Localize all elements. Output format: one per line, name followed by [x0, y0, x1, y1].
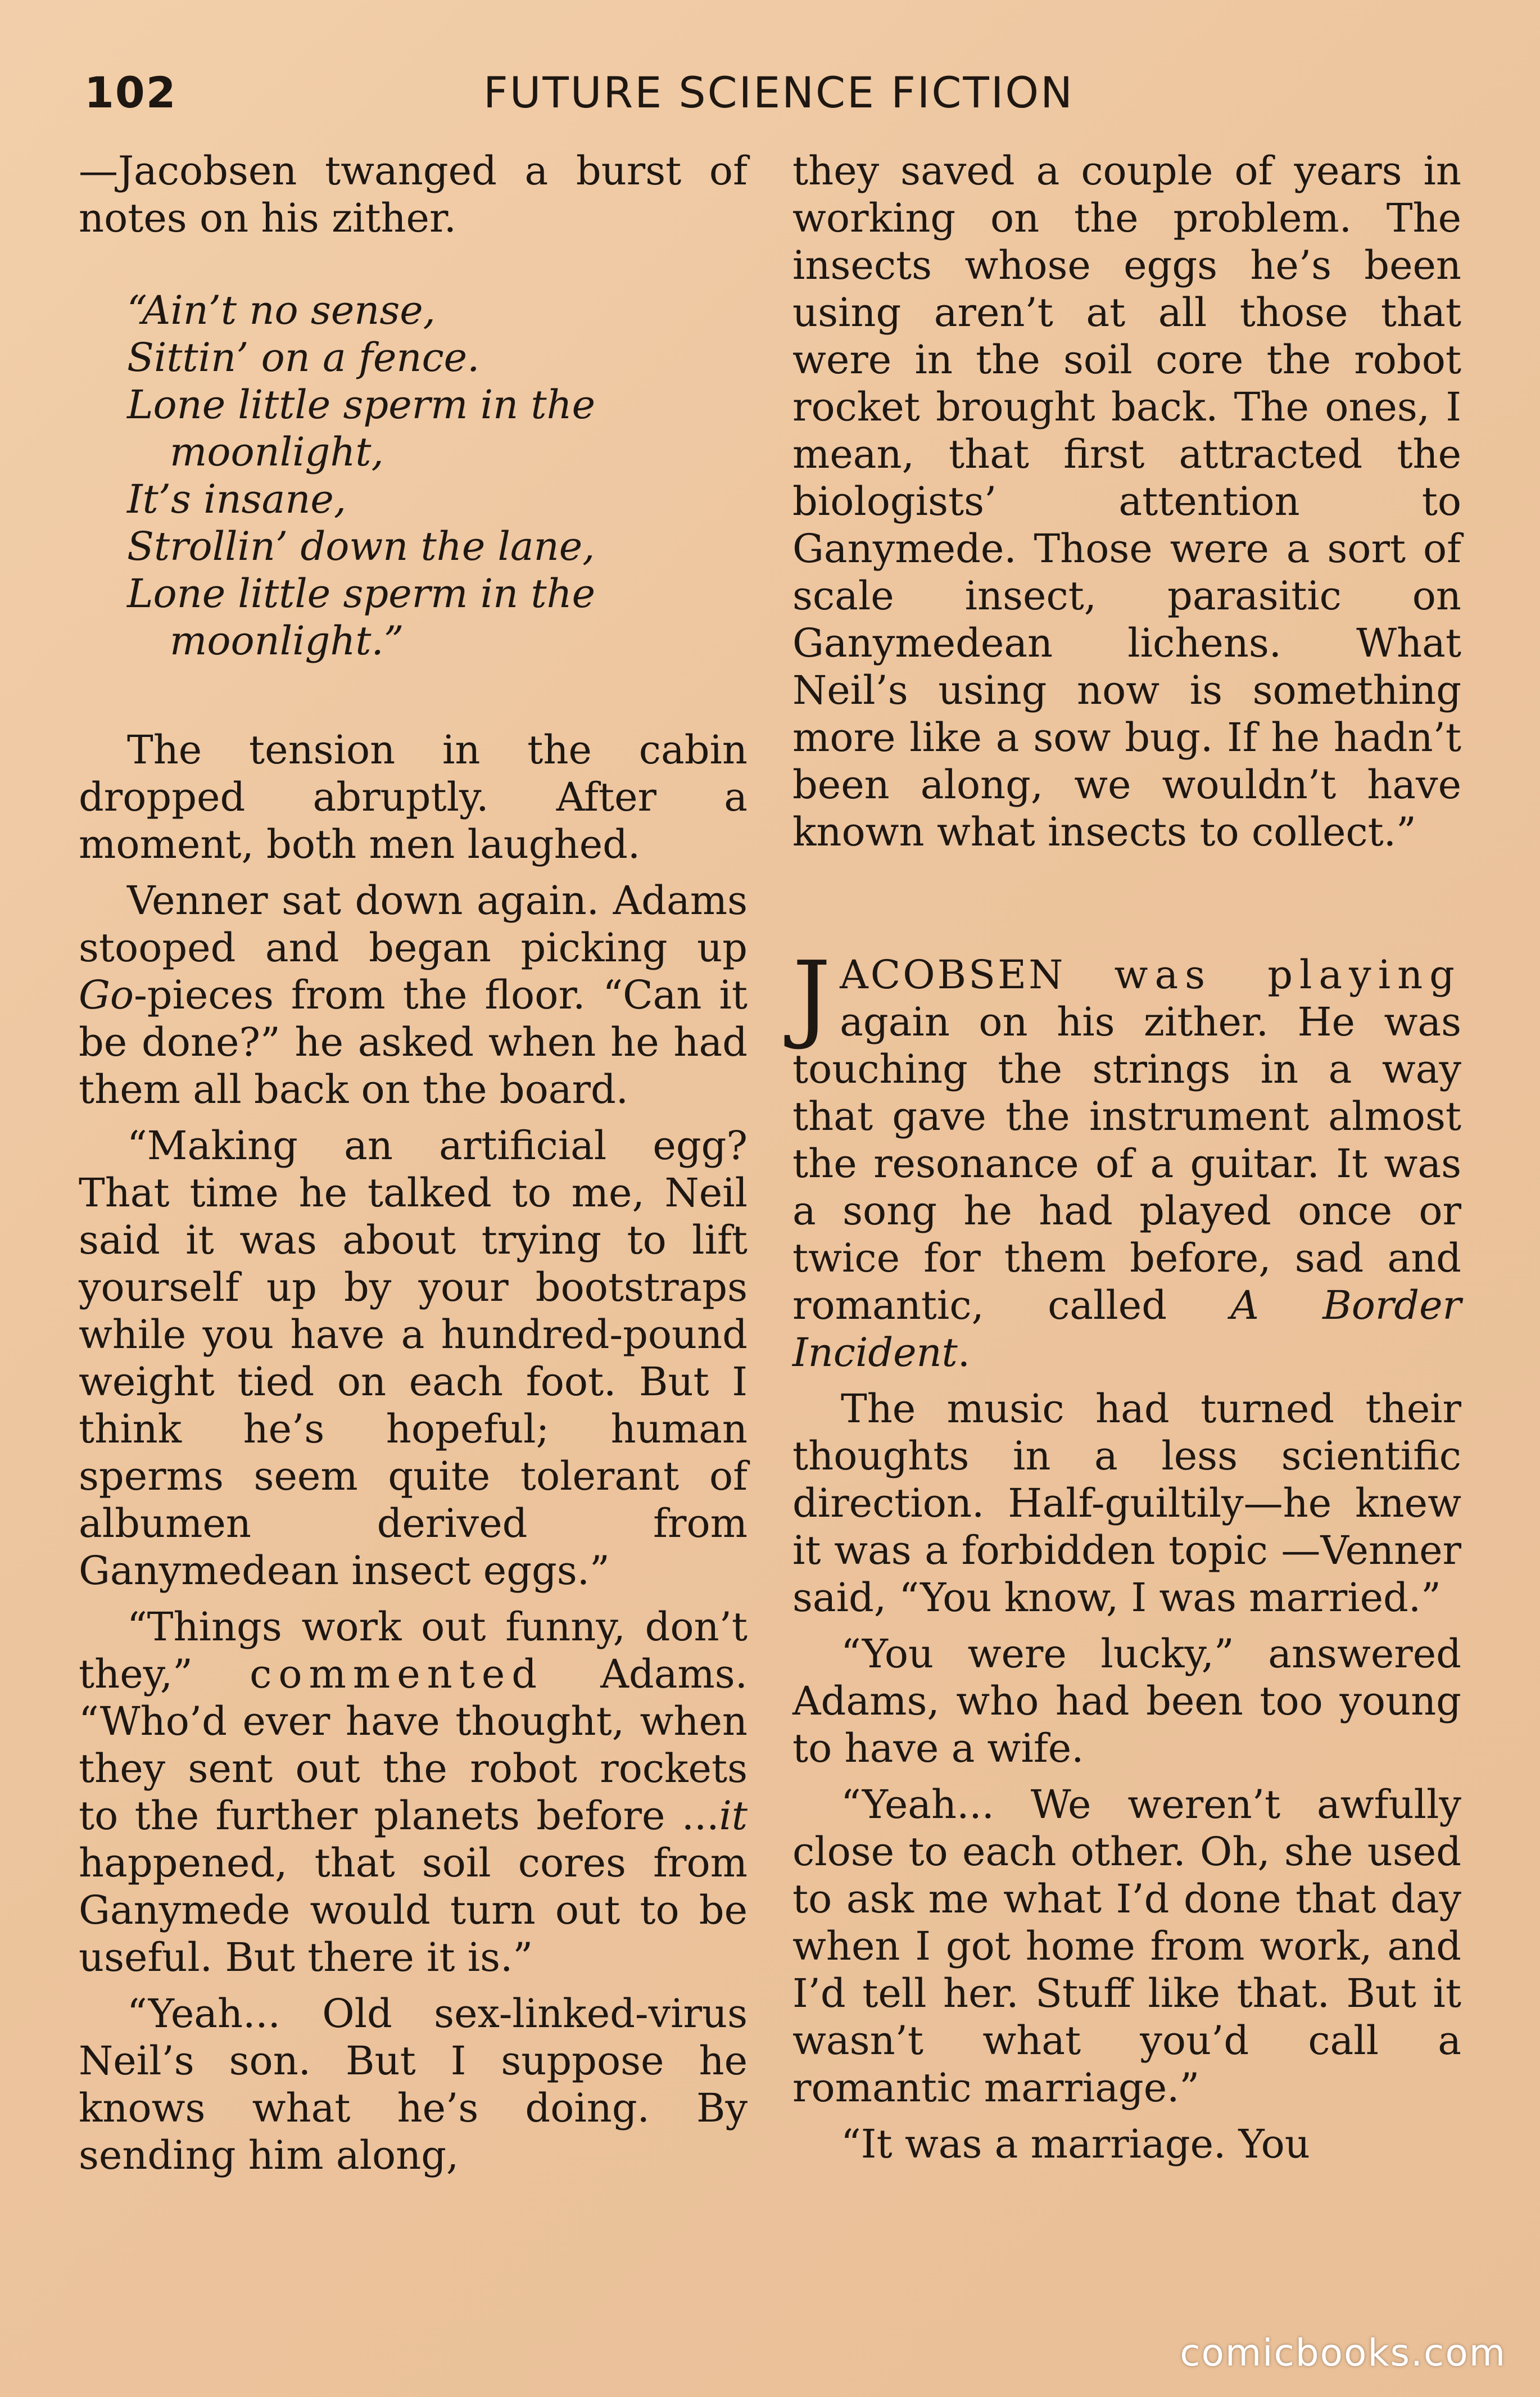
paragraph: “Things work out funny, don’t they,” commented Adams. “Who’d ever have thought, when they sent out the robot rockets to the further planets before ...it happened, that soil cores from Ganymede would turn out to be useful. But there it is.”	[79, 1604, 748, 1980]
song-verse	[127, 287, 748, 664]
drop-cap: J	[792, 941, 831, 1052]
verse-line: Lone little sperm in the	[127, 571, 596, 617]
paragraph: “It was a marriage. You	[841, 2121, 1310, 2167]
section-break	[792, 856, 1461, 951]
verse-line: Lone little sperm in the	[127, 382, 596, 428]
paragraph: Venner sat down again. Adams stooped and began picking up Go-pieces from the floor. “Can it be done?” he asked when he had them all back on the board.	[79, 878, 748, 1112]
paragraph: “Yeah... We weren’t awfully close to each other. Oh, she used to ask me what I’d done that day when I got home from work, and I’d tell her. Stuff like that. But it wasn’t what you’d call a romantic marriage.”	[792, 1781, 1461, 2111]
verse-line: Strollin’ down the lane,	[127, 523, 595, 569]
paragraph: “You were lucky,” answered Adams, who had been too young to have a wife.	[792, 1631, 1461, 1771]
paragraph: The tension in the cabin dropped abruptly. After a moment, both men laughed.	[79, 727, 748, 867]
paragraph: The music had turned their thoughts in a less scientific direction. Half-guiltily—he knew it was a forbidden topic —Venner said, “You know, I was married.”	[792, 1386, 1461, 1621]
verse-line: moonlight.”	[170, 618, 404, 664]
page-header	[0, 67, 1540, 129]
left-column	[79, 147, 748, 2179]
verse-line: moonlight,	[170, 429, 384, 475]
verse-line: Sittin’ on a fence.	[127, 334, 480, 381]
paragraph: —Jacobsen twanged a burst of notes on his zither.	[79, 148, 748, 241]
paragraph: “Yeah... Old sex-linked-virus Neil’s son. But I suppose he knows what he’s doing. By sending him along,	[79, 1991, 748, 2178]
right-column	[792, 147, 1461, 2168]
page-number: 102	[84, 67, 177, 117]
paragraph: “Making an artificial egg? That time he talked to me, Neil said it was about trying to lift yourself up by your bootstraps while you have a hundred-pound weight tied on each foot. But I think he’s hopeful; human sperms seem quite tolerant of albumen derived from Ganymedean insect eggs.”	[79, 1123, 748, 1594]
paragraph: they saved a couple of years in working on the problem. The insects whose eggs he’s been using aren’t at all those that were in the soil core the robot rocket brought back. The ones, I mean, that first attracted the biologists’ attention to Ganymede. Those were a sort of scale insect, parasitic on Ganymedean lichens. What Neil’s using now is something more like a sow bug. If he hadn’t been along, we wouldn’t have known what insects to collect.”	[792, 148, 1461, 855]
verse-line: It’s insane,	[127, 476, 347, 522]
verse-line: “Ain’t no sense,	[127, 287, 436, 333]
running-title: FUTURE SCIENCE FICTION	[483, 67, 1074, 117]
watermark: comicbooks.com	[1180, 2331, 1506, 2375]
paragraph: JACOBSEN was playing again on his zither. He was touching the strings in a way that gave the instrument almost the resonance of a guitar. It was a song he had played once or twice for them before, sad and romantic, called A Border Incident.	[792, 941, 1461, 1376]
